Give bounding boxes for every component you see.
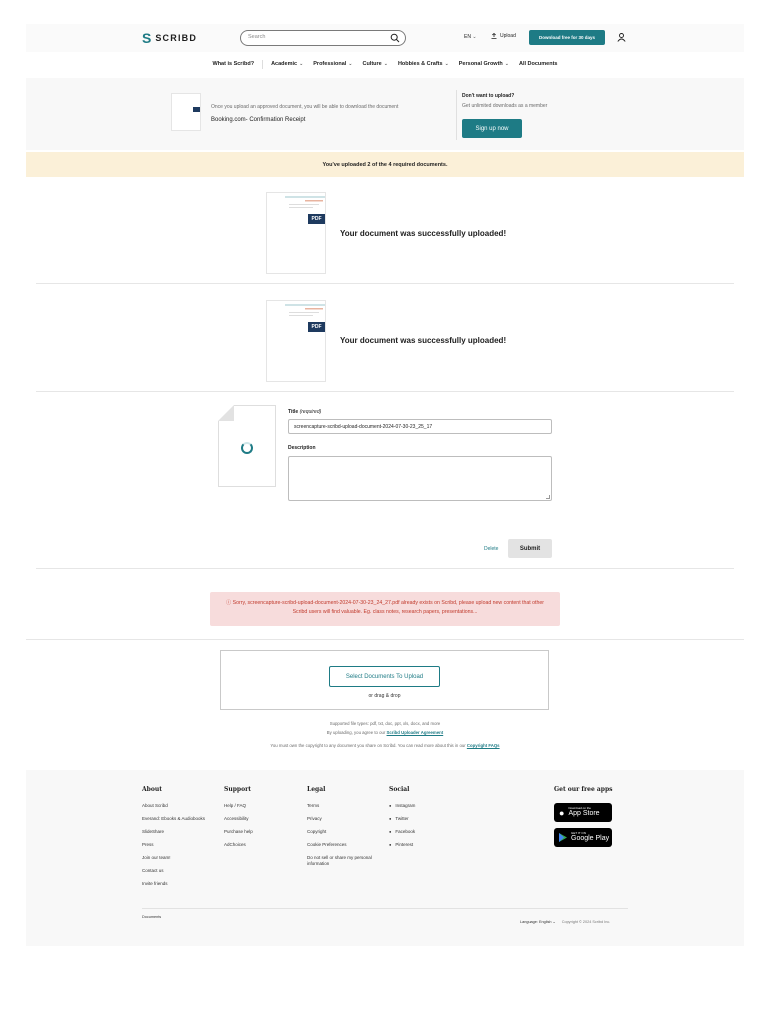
pdf-badge: PDF bbox=[308, 214, 325, 224]
upload-success-row bbox=[36, 178, 734, 284]
chevron-down-icon: ⌄ bbox=[383, 61, 388, 67]
upload-success-row bbox=[36, 286, 734, 392]
chevron-down-icon: ⌄ bbox=[348, 61, 353, 67]
processing-document-thumbnail bbox=[218, 405, 276, 487]
footer-link-label: Copyright bbox=[307, 829, 327, 834]
google-play-small-text: GET IT ON bbox=[571, 831, 586, 835]
footer-link[interactable] bbox=[389, 803, 459, 809]
nav-item-label: Culture bbox=[362, 61, 382, 67]
footer-link[interactable] bbox=[142, 816, 212, 822]
footer-documents-link[interactable]: Documents bbox=[142, 915, 162, 919]
document-preview-lines bbox=[285, 196, 325, 210]
thumbnail-tag bbox=[193, 107, 200, 112]
app-store-button[interactable] bbox=[554, 803, 612, 822]
banner-subtext: Get unlimited downloads as a member bbox=[462, 103, 548, 109]
chevron-down-icon: ⌄ bbox=[444, 61, 449, 67]
banner-divider bbox=[456, 90, 457, 140]
duplicate-error-alert bbox=[210, 592, 560, 626]
footer-link[interactable] bbox=[224, 829, 294, 835]
upload-banner bbox=[26, 78, 744, 150]
nav-item-label: All Documents bbox=[518, 61, 558, 67]
footer-link[interactable] bbox=[307, 829, 373, 835]
top-header bbox=[26, 24, 744, 52]
document-preview-lines bbox=[285, 304, 325, 318]
supported-file-types: Supported file types: pdf, txt, doc, ppt, xls, docx, and more bbox=[329, 721, 441, 726]
scribd-logo-text: SCRIBD bbox=[155, 33, 198, 43]
footer-link-label: Instagram bbox=[395, 803, 416, 808]
error-message: Sorry, screencapture-scribd-upload-document-2024-07-30-23_24_27.pdf already exists on Scribd, please upload new content that other Scribd users will find valuable. Eg. class notes, research papers, presentations... bbox=[232, 600, 544, 615]
scribd-logo-icon: S bbox=[142, 30, 152, 46]
error-section bbox=[26, 570, 744, 640]
footer-link-label: Facebook bbox=[395, 829, 416, 834]
footer-link[interactable] bbox=[142, 881, 212, 887]
download-free-button[interactable]: Download free for 30 days bbox=[529, 30, 605, 45]
footer-link-label: About Scribd bbox=[142, 803, 168, 808]
footer-link-label: Join our team! bbox=[142, 855, 171, 860]
apple-icon: ● bbox=[559, 807, 565, 818]
footer-link[interactable] bbox=[389, 816, 459, 822]
drag-drop-text: or drag & drop bbox=[368, 693, 401, 699]
google-play-label: Google Play bbox=[571, 835, 610, 842]
footer-support-heading: Support bbox=[224, 786, 252, 793]
language-label: EN bbox=[464, 34, 471, 40]
resize-handle-icon[interactable] bbox=[546, 495, 550, 499]
banner-question: Don't want to upload? bbox=[462, 93, 515, 99]
upload-label: Upload bbox=[500, 33, 516, 39]
title-label-text: Title bbox=[288, 409, 299, 415]
language-selector-footer[interactable]: Language: English bbox=[520, 920, 552, 924]
nav-item[interactable] bbox=[308, 61, 357, 67]
scribd-logo[interactable] bbox=[142, 31, 197, 45]
upload-link[interactable] bbox=[491, 33, 516, 39]
twitter-icon: ● bbox=[389, 816, 392, 821]
footer-link-label: Terms bbox=[307, 803, 320, 808]
footer-link[interactable] bbox=[389, 842, 459, 848]
upload-icon bbox=[491, 33, 497, 39]
instagram-icon: ● bbox=[389, 803, 392, 808]
footer-link[interactable] bbox=[142, 829, 212, 835]
uploaded-document-thumbnail bbox=[266, 192, 326, 274]
description-label: Description bbox=[288, 445, 316, 451]
nav-item[interactable] bbox=[266, 61, 308, 67]
agreement-prefix: By uploading, you agree to our bbox=[326, 730, 386, 735]
footer-legal-column bbox=[307, 786, 373, 874]
upload-progress-notice: You've uploaded 2 of the 4 required documents. bbox=[26, 152, 744, 177]
footer-link-label: Contact us bbox=[142, 868, 164, 873]
footer-social-column bbox=[389, 786, 459, 855]
footer-apps-heading: Get our free apps bbox=[554, 786, 613, 793]
footer-link[interactable] bbox=[307, 842, 373, 848]
chevron-down-icon: ⌄ bbox=[472, 34, 477, 40]
sign-up-button[interactable]: Sign up now bbox=[462, 119, 522, 138]
site-footer bbox=[26, 770, 744, 946]
nav-item[interactable] bbox=[208, 61, 260, 67]
footer-link[interactable] bbox=[142, 842, 212, 848]
facebook-icon: ● bbox=[389, 829, 392, 834]
user-icon[interactable] bbox=[616, 32, 627, 43]
google-play-icon bbox=[559, 833, 567, 842]
page-fold bbox=[218, 405, 234, 421]
footer-link-label: Privacy bbox=[307, 816, 322, 821]
footer-link-label: AdChoices bbox=[224, 842, 246, 847]
copyright-note bbox=[26, 743, 744, 748]
footer-about-column bbox=[142, 786, 212, 894]
copyright-text: Copyright © 2024 Scribd Inc. bbox=[561, 920, 611, 924]
footer-about-heading: About bbox=[142, 786, 162, 793]
footer-link[interactable] bbox=[307, 816, 373, 822]
chevron-down-icon: ⌄ bbox=[504, 61, 509, 67]
description-textarea[interactable] bbox=[288, 456, 552, 501]
footer-link[interactable] bbox=[389, 829, 459, 835]
nav-item-label: Personal Growth bbox=[458, 61, 503, 67]
uploader-agreement-note bbox=[26, 730, 744, 735]
footer-link[interactable] bbox=[224, 816, 294, 822]
banner-document-name[interactable]: Booking.com- Confirmation Receipt bbox=[211, 117, 306, 123]
upload-success-message: Your document was successfully uploaded! bbox=[340, 336, 507, 345]
pinterest-icon: ● bbox=[389, 842, 392, 847]
footer-link[interactable] bbox=[307, 803, 373, 809]
copyright-prefix: You must own the copyright to any document you share on Scribd. You can read more about this in our bbox=[270, 743, 466, 748]
nav-item-label: Academic bbox=[271, 61, 298, 67]
chevron-down-icon: ⌄ bbox=[299, 61, 304, 67]
chevron-down-icon: ⌄ bbox=[552, 920, 556, 924]
required-marker: (required) bbox=[299, 409, 322, 415]
footer-link-label: Everand: Ebooks & Audiobooks bbox=[142, 816, 206, 821]
footer-link[interactable] bbox=[142, 803, 212, 809]
search-input[interactable] bbox=[240, 30, 406, 46]
footer-link[interactable] bbox=[307, 855, 373, 867]
nav-item[interactable] bbox=[514, 61, 563, 67]
search-placeholder: Search bbox=[248, 34, 266, 40]
footer-link[interactable] bbox=[224, 803, 294, 809]
select-documents-button[interactable]: Select Documents To Upload bbox=[329, 666, 440, 687]
category-nav bbox=[26, 56, 744, 72]
app-store-label: App Store bbox=[568, 810, 600, 817]
nav-item-label: Hobbies & Crafts bbox=[397, 61, 443, 67]
app-store-small-text: Download on the bbox=[568, 806, 591, 810]
footer-divider bbox=[142, 908, 628, 909]
nav-item-label: Professional bbox=[313, 61, 347, 67]
footer-link[interactable] bbox=[224, 842, 294, 848]
nav-separator bbox=[262, 60, 263, 69]
submit-button[interactable]: Submit bbox=[508, 539, 552, 558]
footer-link-label: SlideShare bbox=[142, 829, 165, 834]
footer-link[interactable] bbox=[142, 855, 212, 861]
footer-link-label: Purchase help bbox=[224, 829, 253, 834]
nav-item[interactable] bbox=[454, 61, 514, 67]
language-selector[interactable] bbox=[464, 34, 477, 40]
loading-spinner-icon bbox=[241, 442, 253, 454]
document-details-form bbox=[36, 393, 734, 569]
footer-legal-heading: Legal bbox=[307, 786, 326, 793]
upload-dropzone[interactable] bbox=[220, 650, 549, 710]
pdf-badge: PDF bbox=[308, 322, 325, 332]
title-label bbox=[288, 409, 321, 415]
upload-success-message: Your document was successfully uploaded! bbox=[340, 229, 507, 238]
title-input[interactable]: screencapture-scribd-upload-document-2024-07-30-23_25_17 bbox=[288, 419, 552, 434]
delete-button[interactable]: Delete bbox=[484, 546, 499, 552]
search-icon[interactable] bbox=[390, 33, 400, 43]
footer-social-heading: Social bbox=[389, 786, 410, 793]
footer-link-label: Accessibility bbox=[224, 816, 249, 821]
nav-item-label: What is Scribd? bbox=[212, 61, 255, 67]
footer-apps-column bbox=[554, 786, 634, 853]
warning-icon: ⓘ bbox=[226, 600, 232, 606]
document-thumbnail bbox=[171, 93, 201, 131]
uploaded-document-thumbnail bbox=[266, 300, 326, 382]
google-play-button[interactable] bbox=[554, 828, 612, 847]
footer-support-column bbox=[224, 786, 294, 855]
footer-link-label: Help / FAQ bbox=[224, 803, 247, 808]
copyright-faqs-link[interactable]: Copyright FAQs bbox=[466, 743, 500, 748]
nav-item[interactable] bbox=[393, 61, 454, 67]
footer-link[interactable] bbox=[142, 868, 212, 874]
footer-link-label: Cookie Preferences bbox=[307, 842, 347, 847]
banner-info-text: Once you upload an approved document, you will be able to download the document bbox=[211, 104, 399, 110]
nav-item[interactable] bbox=[357, 61, 392, 67]
footer-link-label: Twitter bbox=[395, 816, 409, 821]
footer-link-label: Pinterest bbox=[395, 842, 414, 847]
footer-link-label: Press bbox=[142, 842, 154, 847]
uploader-agreement-link[interactable]: Scribd Uploader Agreement bbox=[386, 730, 444, 735]
footer-bottom-right bbox=[520, 919, 610, 924]
footer-link-label: Do not sell or share my personal information bbox=[307, 855, 372, 866]
footer-link-label: Invite friends bbox=[142, 881, 168, 886]
